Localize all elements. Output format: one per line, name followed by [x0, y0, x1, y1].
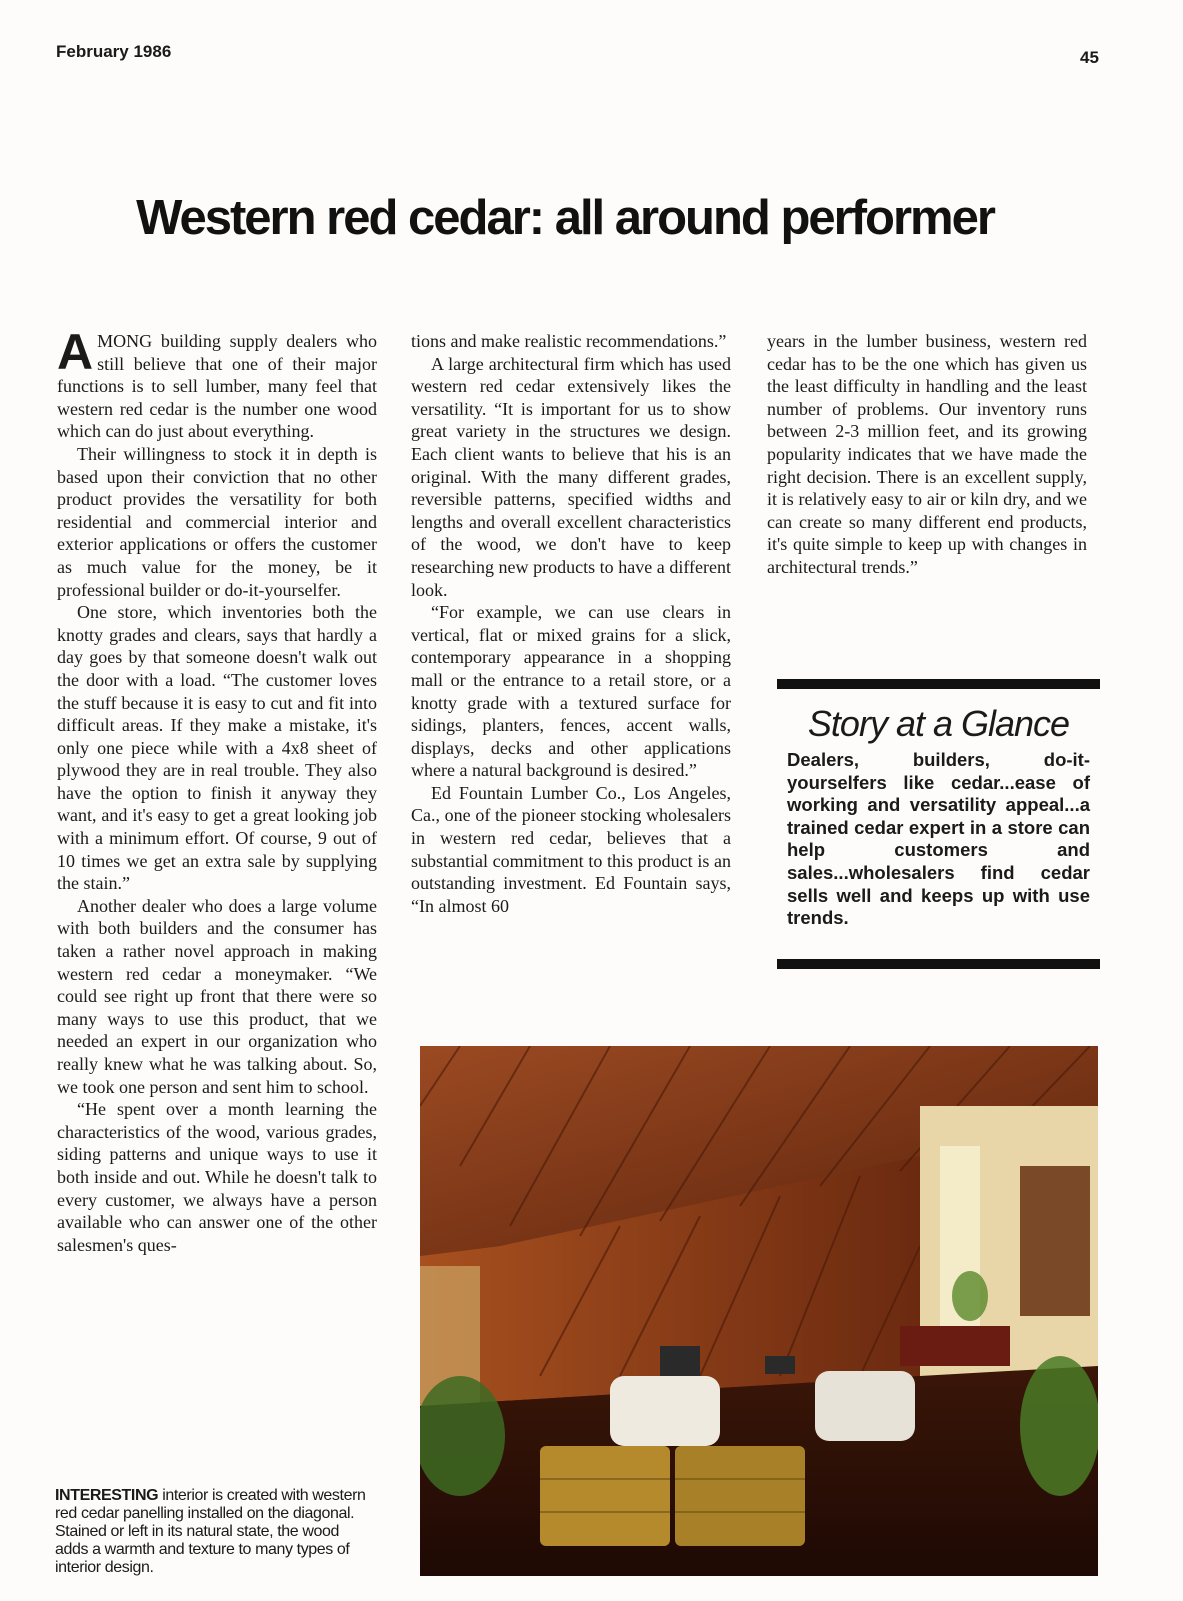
interior-photo — [420, 1046, 1098, 1576]
article-paragraph: Another dealer who does a large volume with both builders and the consumer has taken a rather novel approach in making western red cedar a moneymaker. “We could see right up front that there were so many ways to use this product, that we needed an expert in our organization who really knew what he was talking about. So, we took one person and sent him to school. — [57, 895, 377, 1097]
article-paragraph: One store, which inventories both the knotty grades and clears, says that hardly a day goes by that someone doesn't walk out the door with a load. “The customer loves the stuff because it is easy to cut and fit into difficult areas. If they make a mistake, it's only one piece while with a 4x8 sheet of plywood they are in real trouble. They also have the option to finish it anyway they want, and it's easy to get a great looking job with a minimum effort. Of course, 9 out of 10 times we get an extra sale by supplying the stain.” — [57, 602, 377, 894]
glance-body: Dealers, builders, do-it-yourselfers like cedar...ease of working and versatility appeal...a trained cedar expert in a store can help customers and sales...wholesalers find cedar sells well and keeps up with use trends. — [787, 749, 1090, 929]
article-column-1 — [57, 324, 377, 1256]
header-date: February 1986 — [56, 42, 172, 61]
article-paragraph: Ed Fountain Lumber Co., Los Angeles, Ca., one of the pioneer stocking wholesalers in western red cedar, believes that a substantial commitment to this product is an outstanding investment. Ed Fountain says, “In almost 60 — [411, 782, 731, 916]
photo-caption — [55, 1487, 375, 1577]
story-at-a-glance-box — [777, 679, 1100, 969]
article-column-3 — [767, 330, 1087, 579]
article-paragraph: “He spent over a month learning the characteristics of the wood, various grades, siding patterns and unique ways to use it both inside and out. While he doesn't talk to every customer, we always have a person available who can answer one of the other salesmen's ques- — [57, 1099, 377, 1255]
caption-lead: INTERESTING — [55, 1487, 159, 1504]
cedar-interior-illustration — [420, 1046, 1098, 1576]
article-column-2 — [411, 330, 731, 917]
article-paragraph: A large architectural firm which has used western red cedar extensively likes the versatility. “It is important for us to show great variety in the structures we design. Each client wants to believe that his is an original. With the many different grades, reversible patterns, specified widths and lengths and overall excellent characteristics of the wood, we don't have to keep researching new products to have a different look. — [411, 353, 731, 600]
article-paragraph: “For example, we can use clears in vertical, flat or mixed grains for a slick, contemporary appearance in a shopping mall or the entrance to a retail store, or a knotty grade with a textured surface for sidings, planters, fences, accent walls, displays, decks and other applications where a natural background is desired.” — [411, 602, 731, 781]
article-paragraph — [57, 324, 377, 443]
headline: Western red cedar: all around performer — [136, 191, 994, 245]
paragraph-text: MONG building supply dealers who still believe that one of their major functions is to sell lumber, many feel that western red cedar is the number one wood which can do just about everything. — [57, 331, 377, 442]
article-paragraph: Their willingness to stock it in depth is based upon their conviction that no other product provides the versatility for both residential and commercial interior and exterior applications or offers the customer as much value for the money, be it professional builder or do-it-yourselfer. — [57, 443, 377, 600]
page-number: 45 — [1080, 48, 1099, 67]
drop-cap: A — [57, 324, 94, 380]
caption-text: interior is created with western red cedar panelling installed on the diagonal. Stained or left in its natural state, the wood adds a warmth and texture to many types of interior design. — [55, 1487, 366, 1576]
article-paragraph: years in the lumber business, western red cedar has to be the one which has given us the least difficulty in handling and the least number of problems. Our inventory runs between 2-3 million feet, and its growing popularity indicates that we have made the right decision. There is an excellent supply, it is relatively easy to air or kiln dry, and we can create so many different end products, it's quite simple to keep up with changes in architectural trends.” — [767, 331, 1087, 577]
article-paragraph: tions and make realistic recommendations.” — [411, 331, 727, 351]
glance-title: Story at a Glance — [807, 703, 1070, 744]
